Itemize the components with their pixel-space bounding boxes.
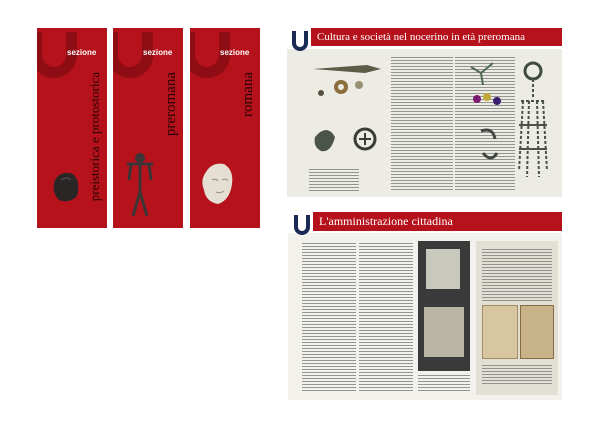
- banner-title: preromana: [163, 72, 179, 137]
- pendant-chain-icon: [513, 61, 553, 187]
- u-logo-icon: [294, 215, 310, 235]
- panel-title: Cultura e società nel nocerino in età preromana: [311, 28, 562, 46]
- banner-section-label: sezione: [143, 48, 173, 57]
- fibula-icon: [477, 125, 501, 165]
- body-text-column: [359, 243, 413, 393]
- bronze-figurine-icon: [125, 150, 155, 220]
- banner-section-label: sezione: [67, 48, 97, 57]
- banner-romana: [190, 28, 260, 228]
- body-text-column: [391, 57, 453, 191]
- glass-beads-icon: [471, 89, 505, 109]
- artifacts-left-icon: [307, 59, 387, 109]
- body-text-column: [302, 243, 356, 393]
- inscriptions-photo: [418, 241, 470, 371]
- banner-section-label: sezione: [220, 48, 250, 57]
- banner-title: romana: [240, 72, 256, 117]
- artifacts-bottom-icon: [309, 119, 389, 163]
- banner-title: preistorica e protostorica: [87, 72, 102, 202]
- u-logo-icon: [292, 31, 308, 51]
- caption-text: [418, 375, 470, 393]
- stone-head-icon: [198, 160, 238, 206]
- stone-tool-icon: [51, 170, 81, 204]
- sidebar-box: [476, 241, 558, 395]
- exhibit-panel-preromana: [287, 27, 562, 197]
- exhibit-panel-amministrazione: [288, 209, 562, 400]
- banner-preistorica: [37, 28, 107, 228]
- caption-text: [309, 169, 359, 191]
- banner-preromana: [113, 28, 183, 228]
- panel-title: L'amministrazione cittadina: [313, 212, 562, 231]
